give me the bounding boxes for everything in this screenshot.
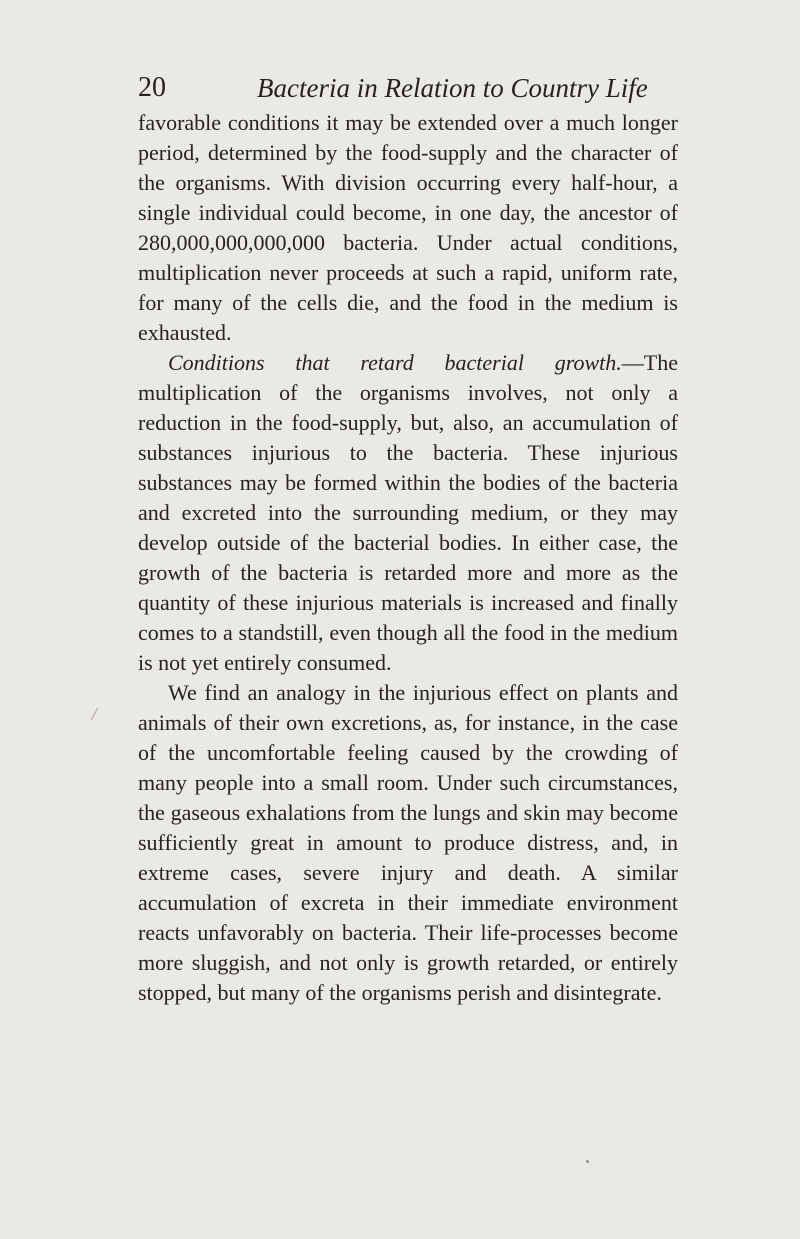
paragraph: favorable conditions it may be extended over a much longer period, determined by the food-supply and the character of the organisms. With division occurring every half-hour, a single individual could become, in one day, the ancestor of 280,000,000,000,000 bacteria. Under actual conditions, multiplication never proceeds at such a rapid, uniform rate, for many of the cells die, and the food in the medium is exhausted. — [138, 110, 678, 345]
paragraph-text: —The multiplication of the organisms involves, not only a reduction in the food-supply, but, also, an accumulation of substances injurious to the bacteria. These injurious substances may be formed within the bodies of the bacteria and excreted into the surrounding medium, or they may develop outside of the bacterial bodies. In either case, the growth of the bacteria is retarded more and more as the quantity of these injurious materials is increased and finally comes to a standstill, even though all the food in the medium is not yet entirely consumed. — [138, 350, 678, 675]
page-header — [138, 68, 678, 108]
paper-speck — [586, 1160, 589, 1163]
running-title: Bacteria in Relation to Country Life — [257, 73, 648, 103]
paragraph: We find an analogy in the injurious effect on plants and animals of their own excretions, as, for instance, in the case of the uncomfortable feeling caused by the crowding of many people into a small room. Under such circumstances, the gaseous exhalations from the lungs and skin may become sufficiently great in amount to produce distress, and, in extreme cases, severe injury and death. A similar accumulation of excreta in their immediate environment reacts unfavorably on bacteria. Their life-processes become more sluggish, and not only is growth retarded, or entirely stopped, but many of the organisms perish and disintegrate. — [138, 680, 678, 1005]
page-number: 20 — [138, 72, 166, 103]
pencil-mark — [91, 708, 98, 721]
section-heading: Conditions that retard bacterial growth. — [168, 350, 622, 375]
body-text — [138, 108, 678, 1008]
paragraph-with-heading — [138, 348, 678, 678]
